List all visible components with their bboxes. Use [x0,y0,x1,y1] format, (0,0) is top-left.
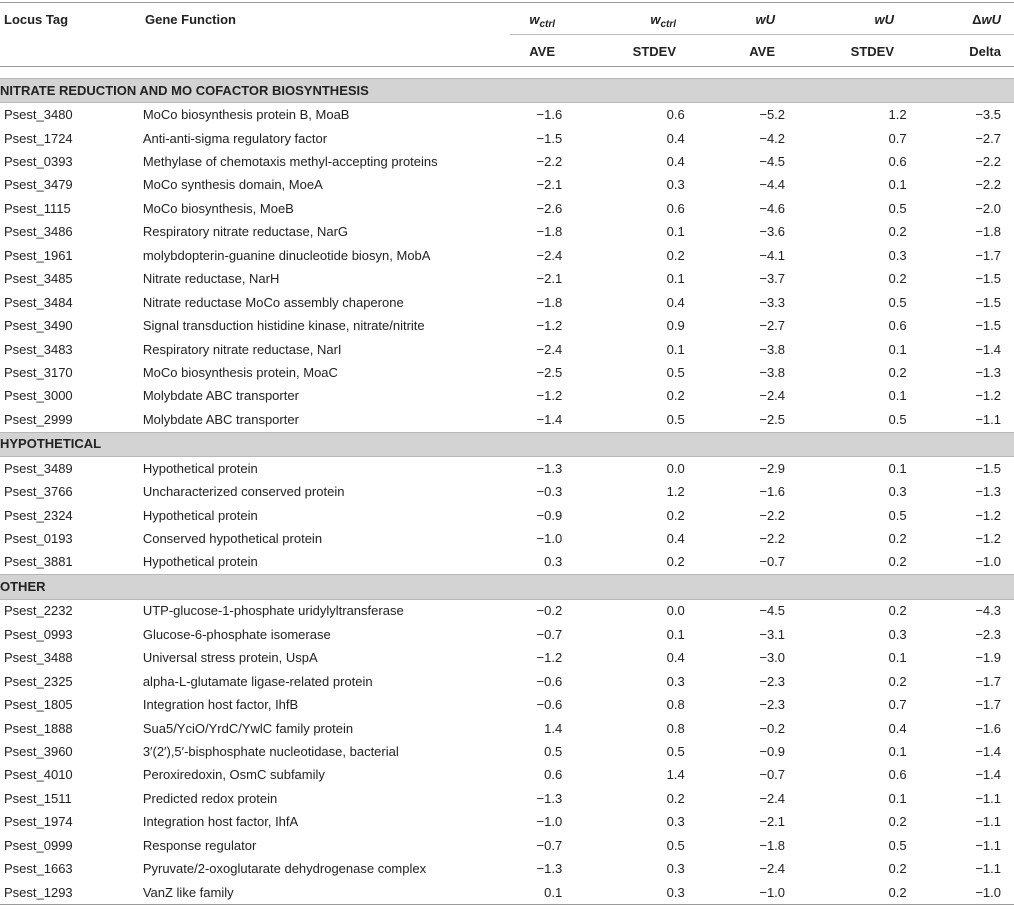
wctrl-ave-cell: −1.2 [536,388,563,404]
gene-function-cell: alpha-L-glutamate ligase-related protein [142,673,373,689]
table-row [0,385,1014,408]
wu-stdev-cell: 0.5 [888,294,907,310]
header-gene-function: Gene Function [145,12,236,27]
wctrl-ave-cell: −2.6 [536,200,563,216]
gene-function-cell: Nitrate reductase, NarH [142,271,280,287]
group-5-main: wU [981,12,1001,27]
section-title: NITRATE REDUCTION AND MO COFACTOR BIOSYNTHESIS [0,79,1014,103]
delta-cell: −1.2 [975,507,1001,523]
wctrl-stdev-cell: 0.2 [666,554,685,570]
table-row [0,504,1014,527]
delta-cell: −1.0 [975,554,1001,570]
gene-function-cell: Signal transduction histidine kinase, nitrate/nitrite [142,318,425,334]
wu-stdev-cell: 0.2 [888,364,907,380]
wctrl-ave-cell: 1.4 [544,720,563,736]
header-group-3 [695,12,775,28]
wu-ave-cell: −2.5 [759,411,786,427]
table-row [0,740,1014,763]
bottom-rule [0,904,1014,905]
wu-ave-cell: −3.7 [759,271,786,287]
wu-stdev-cell: 0.1 [888,177,907,193]
wctrl-stdev-cell: 0.0 [666,603,685,619]
wctrl-ave-cell: 0.3 [544,554,563,570]
wctrl-stdev-cell: 0.1 [666,626,685,642]
wctrl-stdev-cell: 0.9 [666,318,685,334]
table-row [0,408,1014,432]
table-row [0,693,1014,716]
header-group-5 [921,12,1001,28]
wu-ave-cell: −3.3 [759,294,786,310]
gene-function-cell: MoCo biosynthesis, MoeB [142,200,294,216]
wctrl-stdev-cell: 0.2 [666,507,685,523]
delta-cell: −1.0 [975,884,1001,900]
gene-function-cell: UTP-glucose-1-phosphate uridylyltransferase [142,603,404,619]
delta-cell: −2.7 [975,130,1001,146]
table-row [0,834,1014,857]
locus-tag-cell: Psest_3489 [4,460,73,476]
gene-function-cell: molybdopterin-guanine dinucleotide biosyn, MobA [142,247,431,263]
wctrl-stdev-cell: 1.2 [666,484,685,500]
wu-stdev-cell: 0.1 [888,743,907,759]
wctrl-ave-cell: −2.2 [536,154,563,170]
locus-tag-cell: Psest_1115 [4,200,71,216]
gene-function-cell: Pyruvate/2-oxoglutarate dehydrogenase complex [142,861,427,877]
locus-tag-cell: Psest_3485 [4,271,73,287]
wctrl-ave-cell: −2.1 [536,271,563,287]
wu-stdev-cell: 0.2 [888,531,907,547]
gene-function-cell: Integration host factor, IhfA [142,814,299,830]
locus-tag-cell: Psest_0999 [4,837,73,853]
delta-cell: −1.3 [975,484,1001,500]
wu-stdev-cell: 0.2 [888,673,907,689]
group-5-prefix: Δ [972,12,982,27]
wctrl-stdev-cell: 0.1 [666,341,685,357]
locus-tag-cell: Psest_2999 [4,411,73,427]
header-group-2 [596,12,676,33]
gene-function-cell: Universal stress protein, UspA [142,650,318,666]
wctrl-stdev-cell: 0.1 [666,224,685,240]
wu-stdev-cell: 0.1 [888,790,907,806]
delta-cell: −1.4 [975,341,1001,357]
wu-stdev-cell: 0.5 [888,411,907,427]
wctrl-ave-cell: −0.7 [536,837,563,853]
wu-ave-cell: −1.6 [759,484,786,500]
wu-stdev-cell: 0.5 [888,507,907,523]
wu-stdev-cell: 0.5 [888,837,907,853]
wu-ave-cell: −4.1 [759,247,786,263]
delta-cell: −1.1 [975,837,1001,853]
delta-cell: −1.2 [975,531,1001,547]
wctrl-stdev-cell: 0.6 [666,200,685,216]
header-bottom-rule [0,66,1014,67]
wu-ave-cell: −2.9 [759,460,786,476]
wu-stdev-cell: 0.1 [888,460,907,476]
wctrl-stdev-cell: 1.4 [666,767,685,783]
wu-ave-cell: −1.0 [759,884,786,900]
wctrl-stdev-cell: 0.4 [666,154,685,170]
section-title: OTHER [0,575,1014,599]
table-row [0,551,1014,575]
wctrl-ave-cell: −1.3 [536,790,563,806]
table-row [0,599,1014,623]
gene-function-cell: Respiratory nitrate reductase, NarG [142,224,349,240]
table-row [0,338,1014,361]
wu-stdev-cell: 0.4 [888,720,907,736]
gene-function-cell: MoCo synthesis domain, MoeA [142,177,323,193]
wctrl-ave-cell: −0.7 [536,626,563,642]
gene-function-cell: Respiratory nitrate reductase, NarI [142,341,342,357]
locus-tag-cell: Psest_3480 [4,107,73,123]
wu-stdev-cell: 0.3 [888,484,907,500]
table-row [0,764,1014,787]
locus-tag-cell: Psest_3766 [4,484,73,500]
delta-cell: −1.5 [975,271,1001,287]
locus-tag-cell: Psest_3170 [4,364,73,380]
gene-function-cell: Molybdate ABC transporter [142,388,299,404]
delta-cell: −1.1 [975,814,1001,830]
locus-tag-cell: Psest_3881 [4,554,73,570]
wctrl-stdev-cell: 0.0 [666,460,685,476]
table-row [0,623,1014,646]
locus-tag-cell: Psest_3000 [4,388,73,404]
wu-ave-cell: −2.2 [759,507,786,523]
wu-ave-cell: −0.2 [759,720,786,736]
delta-cell: −1.7 [975,697,1001,713]
header-mid-rule [510,34,1014,35]
wctrl-ave-cell: −1.0 [536,531,563,547]
wu-ave-cell: −2.7 [759,318,786,334]
section-row [0,575,1014,599]
locus-tag-cell: Psest_3488 [4,650,73,666]
wctrl-ave-cell: −2.4 [536,341,563,357]
locus-tag-cell: Psest_3490 [4,318,73,334]
table-row [0,150,1014,173]
wctrl-ave-cell: −2.5 [536,364,563,380]
locus-tag-cell: Psest_1974 [4,814,73,830]
gene-function-cell: Molybdate ABC transporter [142,411,299,427]
group-1-main: w [529,12,540,27]
wctrl-ave-cell: −2.4 [536,247,563,263]
top-rule [0,2,1014,3]
locus-tag-cell: Psest_3479 [4,177,73,193]
gene-function-cell: Hypothetical protein [142,554,258,570]
locus-tag-cell: Psest_1511 [4,790,72,806]
delta-cell: −1.1 [975,861,1001,877]
wu-ave-cell: −4.2 [759,130,786,146]
wu-stdev-cell: 0.2 [888,271,907,287]
gene-function-cell: Integration host factor, IhfB [142,697,299,713]
wu-stdev-cell: 0.7 [888,130,907,146]
table-row [0,670,1014,693]
wu-ave-cell: −2.4 [759,388,786,404]
wctrl-stdev-cell: 0.8 [666,720,685,736]
locus-tag-cell: Psest_0393 [4,154,73,170]
wctrl-stdev-cell: 0.6 [666,107,685,123]
delta-cell: −2.2 [975,154,1001,170]
table-row [0,197,1014,220]
wu-ave-cell: −3.8 [759,364,786,380]
group-2-sub: ctrl [660,19,676,30]
header-locus-tag: Locus Tag [4,12,69,27]
table-row [0,647,1014,670]
header-group-4 [814,12,894,28]
wu-stdev-cell: 0.3 [888,247,907,263]
wu-ave-cell: −3.6 [759,224,786,240]
locus-tag-cell: Psest_2325 [4,673,73,689]
wu-stdev-cell: 0.3 [888,626,907,642]
wu-ave-cell: −3.8 [759,341,786,357]
group-2-main: w [650,12,661,27]
wu-stdev-cell: 0.2 [888,603,907,619]
wctrl-stdev-cell: 0.5 [666,837,685,853]
wu-stdev-cell: 0.1 [888,650,907,666]
delta-cell: −1.8 [975,224,1001,240]
delta-cell: −1.5 [975,294,1001,310]
gene-function-cell: Nitrate reductase MoCo assembly chaperone [142,294,404,310]
gene-function-cell: Glucose-6-phosphate isomerase [142,626,331,642]
wu-ave-cell: −3.1 [759,626,786,642]
locus-tag-cell: Psest_0193 [4,531,73,547]
gene-function-cell: MoCo biosynthesis protein, MoaC [142,364,338,380]
delta-cell: −1.7 [975,673,1001,689]
delta-cell: −1.5 [975,460,1001,476]
table-row [0,103,1014,127]
locus-tag-cell: Psest_0993 [4,626,73,642]
delta-cell: −1.6 [975,720,1001,736]
gene-function-cell: VanZ like family [142,884,234,900]
table-row [0,291,1014,314]
table-row [0,857,1014,880]
wctrl-ave-cell: −1.6 [536,107,563,123]
wu-stdev-cell: 0.2 [888,861,907,877]
table-row [0,221,1014,244]
wu-stdev-cell: 0.5 [888,200,907,216]
wctrl-stdev-cell: 0.2 [666,388,685,404]
header-stat-5: Delta [969,44,1001,59]
wu-ave-cell: −2.4 [759,861,786,877]
wu-stdev-cell: 0.2 [888,814,907,830]
locus-tag-cell: Psest_4010 [4,767,73,783]
wctrl-ave-cell: −1.3 [536,460,563,476]
delta-cell: −1.5 [975,318,1001,334]
wu-ave-cell: −2.4 [759,790,786,806]
gene-function-cell: 3′(2′),5′-bisphosphate nucleotidase, bacterial [142,743,399,759]
table-row [0,527,1014,550]
wu-ave-cell: −5.2 [759,107,786,123]
gene-function-cell: Predicted redox protein [142,790,278,806]
group-1-sub: ctrl [539,19,555,30]
wctrl-ave-cell: −1.4 [536,411,563,427]
wu-stdev-cell: 0.6 [888,318,907,334]
table-row [0,244,1014,267]
table-row [0,717,1014,740]
wctrl-ave-cell: −0.6 [536,697,563,713]
wctrl-stdev-cell: 0.3 [666,814,685,830]
wctrl-ave-cell: 0.1 [544,884,563,900]
delta-cell: −2.0 [975,200,1001,216]
table-row [0,811,1014,834]
wctrl-ave-cell: −0.3 [536,484,563,500]
wu-stdev-cell: 0.1 [888,388,907,404]
wctrl-stdev-cell: 0.3 [666,177,685,193]
gene-function-cell: Sua5/YciO/YrdC/YwlC family protein [142,720,354,736]
wctrl-ave-cell: −1.8 [536,294,563,310]
wctrl-ave-cell: −1.2 [536,650,563,666]
wctrl-ave-cell: −2.1 [536,177,563,193]
wctrl-ave-cell: −0.6 [536,673,563,689]
table-row [0,127,1014,150]
locus-tag-cell: Psest_1663 [4,861,73,877]
table-row [0,480,1014,503]
gene-function-cell: MoCo biosynthesis protein B, MoaB [142,107,350,123]
delta-cell: −3.5 [975,107,1001,123]
wctrl-stdev-cell: 0.2 [666,790,685,806]
header-stat-1: AVE [529,44,555,59]
table-row [0,174,1014,197]
wu-ave-cell: −0.7 [759,767,786,783]
wu-ave-cell: −2.3 [759,697,786,713]
wu-stdev-cell: 1.2 [888,107,907,123]
table-body [0,79,1014,905]
gene-function-cell: Uncharacterized conserved protein [142,484,345,500]
wu-stdev-cell: 0.7 [888,697,907,713]
wctrl-stdev-cell: 0.5 [666,364,685,380]
wctrl-ave-cell: −1.0 [536,814,563,830]
delta-cell: −4.3 [975,603,1001,619]
group-3-main: wU [755,12,775,27]
gene-function-cell: Methylase of chemotaxis methyl-accepting proteins [142,154,438,170]
table-row [0,881,1014,904]
delta-cell: −1.4 [975,767,1001,783]
delta-cell: −1.7 [975,247,1001,263]
table-row [0,457,1014,481]
wctrl-stdev-cell: 0.5 [666,411,685,427]
wctrl-ave-cell: 0.6 [544,767,563,783]
wctrl-stdev-cell: 0.3 [666,884,685,900]
wu-ave-cell: −2.2 [759,531,786,547]
table-row [0,787,1014,810]
wctrl-stdev-cell: 0.1 [666,271,685,287]
wu-ave-cell: −1.8 [759,837,786,853]
locus-tag-cell: Psest_1888 [4,720,73,736]
delta-cell: −1.9 [975,650,1001,666]
wu-stdev-cell: 0.6 [888,767,907,783]
wu-stdev-cell: 0.2 [888,554,907,570]
table-row [0,314,1014,337]
locus-tag-cell: Psest_1805 [4,697,73,713]
section-row [0,79,1014,103]
wu-ave-cell: −0.7 [759,554,786,570]
wctrl-ave-cell: −1.5 [536,130,563,146]
header-stat-3: AVE [749,44,775,59]
locus-tag-cell: Psest_1293 [4,884,73,900]
wctrl-stdev-cell: 0.4 [666,650,685,666]
locus-tag-cell: Psest_2232 [4,603,73,619]
wu-ave-cell: −4.5 [759,603,786,619]
gene-function-cell: Peroxiredoxin, OsmC subfamily [142,767,325,783]
wctrl-ave-cell: −0.2 [536,603,563,619]
table-row [0,268,1014,291]
wctrl-ave-cell: −1.2 [536,318,563,334]
gene-function-cell: Hypothetical protein [142,507,258,523]
delta-cell: −2.3 [975,626,1001,642]
header-stat-2: STDEV [632,44,676,59]
locus-tag-cell: Psest_3484 [4,294,73,310]
delta-cell: −1.1 [975,790,1001,806]
gene-function-cell: Response regulator [142,837,257,853]
wctrl-ave-cell: −1.3 [536,861,563,877]
delta-cell: −1.4 [975,743,1001,759]
section-title: HYPOTHETICAL [0,432,1014,456]
gene-function-cell: Conserved hypothetical protein [142,531,323,547]
delta-cell: −1.2 [975,388,1001,404]
wctrl-ave-cell: 0.5 [544,743,563,759]
wctrl-stdev-cell: 0.2 [666,247,685,263]
wu-ave-cell: −2.3 [759,673,786,689]
wu-ave-cell: −4.5 [759,154,786,170]
wctrl-stdev-cell: 0.4 [666,294,685,310]
wctrl-ave-cell: −0.9 [536,507,563,523]
locus-tag-cell: Psest_1961 [4,247,73,263]
wu-stdev-cell: 0.2 [888,224,907,240]
header-group-1 [475,12,555,33]
wu-stdev-cell: 0.2 [888,884,907,900]
data-table [0,78,1014,904]
locus-tag-cell: Psest_3960 [4,743,73,759]
wu-ave-cell: −2.1 [759,814,786,830]
locus-tag-cell: Psest_1724 [4,130,73,146]
wu-ave-cell: −4.4 [759,177,786,193]
wctrl-stdev-cell: 0.3 [666,861,685,877]
gene-function-cell: Hypothetical protein [142,460,258,476]
wu-ave-cell: −3.0 [759,650,786,666]
delta-cell: −2.2 [975,177,1001,193]
wu-ave-cell: −4.6 [759,200,786,216]
delta-cell: −1.1 [975,411,1001,427]
header-stat-4: STDEV [850,44,894,59]
delta-cell: −1.3 [975,364,1001,380]
wctrl-ave-cell: −1.8 [536,224,563,240]
wctrl-stdev-cell: 0.3 [666,673,685,689]
section-row [0,432,1014,456]
table-row [0,361,1014,384]
wctrl-stdev-cell: 0.5 [666,743,685,759]
locus-tag-cell: Psest_3483 [4,341,73,357]
wctrl-stdev-cell: 0.4 [666,130,685,146]
group-4-main: wU [874,12,894,27]
gene-function-cell: Anti-anti-sigma regulatory factor [142,130,328,146]
wctrl-stdev-cell: 0.4 [666,531,685,547]
wu-stdev-cell: 0.1 [888,341,907,357]
wu-stdev-cell: 0.6 [888,154,907,170]
locus-tag-cell: Psest_3486 [4,224,73,240]
wctrl-stdev-cell: 0.8 [666,697,685,713]
wu-ave-cell: −0.9 [759,743,786,759]
locus-tag-cell: Psest_2324 [4,507,73,523]
